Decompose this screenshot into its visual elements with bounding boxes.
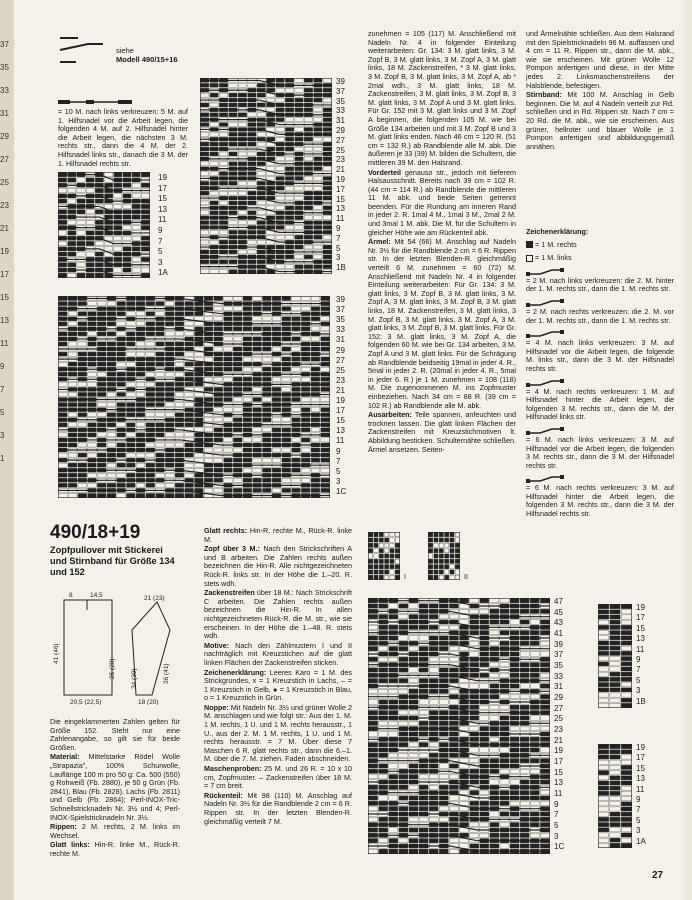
chart-row-number: 15 (636, 623, 645, 633)
chart-row-number: 5 (636, 675, 641, 685)
chart-row-number: 37 (336, 305, 345, 315)
embroidery-chart-I-label: I (404, 574, 406, 581)
chart-row-number: 21 (336, 385, 345, 395)
chart-row-number: 1C (554, 842, 565, 852)
chart-row-number: 13 (636, 634, 645, 644)
purl-stitch-symbol (526, 255, 533, 262)
paragraph-heading: Rückenteil: (204, 790, 243, 800)
paragraph (50, 718, 180, 752)
chart-row-number: 1B (636, 696, 646, 706)
legend-item (526, 299, 674, 325)
schematic-label-e: 25 (28) (109, 658, 116, 679)
paragraph (204, 589, 352, 641)
chart-row-number: 1A (636, 836, 646, 846)
edge-row-number: 37 (0, 40, 9, 49)
legend-item (526, 254, 674, 263)
chart-row-number: 11 (158, 215, 167, 225)
chart-row-number: 5 (336, 243, 341, 253)
schematic-label-b: 14,5 (90, 592, 103, 599)
paragraph (526, 91, 674, 151)
chart-row-number: 33 (554, 671, 563, 681)
chart-row-number: 7 (336, 233, 341, 243)
paragraph (204, 527, 352, 544)
edge-row-number: 3 (0, 431, 5, 440)
chart-row-number: 9 (554, 799, 559, 809)
chart-row-number: 9 (158, 226, 163, 235)
schematic-label-g: 36 (41) (163, 663, 170, 684)
chart-row-number: 23 (554, 725, 563, 734)
chart-row-number: 43 (554, 618, 563, 628)
chart-row-number: 37 (554, 650, 563, 660)
chart-row-number: 7 (636, 805, 641, 815)
chart-row-number: 31 (336, 335, 345, 345)
chart-row-number: 27 (336, 135, 345, 145)
chart-D-row-numbers (554, 598, 574, 858)
chart-row-number: 9 (636, 655, 641, 664)
legend-item (526, 427, 674, 470)
edge-row-number: 25 (0, 178, 9, 187)
chart-row-number: 29 (554, 693, 563, 702)
chart-row-number: 5 (636, 815, 641, 825)
edge-row-number: 15 (0, 293, 9, 302)
paragraph (368, 411, 516, 454)
instructions-column-middle (368, 30, 516, 455)
chart-C-row-numbers (336, 296, 356, 502)
chart-F-row-numbers (636, 744, 656, 848)
paragraph-heading: Ausarbeiten: (368, 410, 412, 420)
chart-row-number: 3 (336, 476, 341, 486)
paragraph-heading: Glatt links: (50, 840, 90, 850)
legend-text: = 6 M. nach rechts verkreuzen: 3 M. auf Hilfsnadel hinter die Arbeit legen, die folgenden 3 M. rechts str., dann die 3 M. der Hilfsnadel rechts str. (526, 483, 674, 519)
chart-row-number: 13 (336, 426, 345, 436)
chart-row-number: 3 (336, 253, 341, 263)
chart-row-number: 3 (636, 686, 641, 696)
paragraph-text: Nach den Zählmustern I und II nachträglich mit Kreuzstichen auf die glatt linken Flächen der Zackenstreifen sticken. (204, 640, 352, 667)
edge-row-number: 5 (0, 408, 5, 417)
chart-row-number: 13 (554, 778, 563, 788)
chart-row-number: 3 (636, 826, 641, 836)
chart-row-number: 21 (554, 735, 563, 745)
pattern-subtitle: Zopfpullover mit Stickerei und Stirnband für Größe 134 und 152 (50, 545, 175, 577)
paragraph-text: und Ärmelnähte schließen. Aus dem Halsrand mit den Spielstricknadeln 96 M. auffassen und 4 cm = 11 R. Rippen str., dann die M. abk., wie sie erscheinen. Mit grüner Wolle 12 Pompon anfertigen und diese, in der Mitte jedes 2. Linksmaschenstreifens der Halsblende, befestigen. (526, 29, 674, 90)
chart-row-number: 9 (336, 224, 341, 233)
chart-row-number: 31 (554, 682, 563, 692)
chart-row-number: 5 (336, 466, 341, 476)
chart-row-number: 9 (636, 795, 641, 804)
chart-row-number: 7 (554, 810, 559, 820)
chart-B-row-numbers (336, 78, 356, 278)
legend-text: = 2 M. nach rechts verkreuzen: die 2. M. vor der 1. M. rechts str., dann die 1. M. rechts str. (526, 306, 674, 325)
left-page-edge (0, 0, 14, 900)
paragraph-text: Mit Nadeln Nr. 3½ und grüner Wolle 2 M. anschlagen und wie folgt str.: Aus der 1. M. 1 M. rechts, 1 U. und 1 M. rechts herausstr., 1 U., aus der 2. M. 1 M. rechts, 1 U. und 1 M. rechts herausstr. = 7 M. Über diese 7 Maschen 6 R. glatt rechts str., dann die 6.–1. M. über die 7. M. ziehen. Faden abschneiden. (204, 702, 352, 764)
knit-stitch-symbol (526, 241, 533, 248)
chart-row-number: 33 (336, 106, 345, 116)
chart-row-number: 15 (336, 416, 345, 426)
edge-row-number: 29 (0, 132, 9, 141)
legend-title: Zeichenerklärung: (526, 227, 589, 236)
chart-row-number: 5 (158, 247, 163, 257)
chart-row-number: 11 (636, 644, 645, 654)
chart-row-number: 17 (336, 406, 345, 416)
chart-row-number: 11 (336, 436, 345, 446)
chart-row-number: 39 (336, 295, 345, 304)
paragraph-heading: Vorderteil (368, 167, 402, 177)
chart-row-number: 17 (336, 184, 345, 194)
chart-row-number: 19 (336, 175, 345, 184)
instructions-column-bottom (204, 527, 352, 827)
chart-row-number: 17 (636, 753, 645, 763)
chart-row-number: 13 (158, 204, 167, 214)
legend-item (526, 268, 674, 294)
chart-row-number: 25 (336, 365, 345, 375)
chart-row-number: 47 (554, 597, 563, 606)
paragraph-heading: Zeichenerklärung: (204, 667, 267, 677)
chart-row-number: 11 (554, 789, 563, 798)
paragraph-text: zunehmen = 105 (117) M. Anschließend mit Nadeln Nr. 4 in folgender Einteilung weiterarbeiten: Gr. 134: 3 M. glatt links, 3 M. Zopf B, 3 M. glatt links, 3 M. Zopf A, 3 M. glatt links, 18 M. Zackenstreifen, * 3 M. glatt links, 3 M. Zopf B, 3 M. glatt links, 3 M. Zopf A, ab * 2mal wdh., 3 M. glatt links, 18 M. Zackenstreifen, 3 M. glatt links, 3 M. Zopf B, 3 M. glatt links, 3 M. Zopf A und 3 M. glatt links. Für Gr. 152 mit 3 M. glatt links und 3 M. Zopf A beginnen, die folgenden 105 M. wie bei Größe 134 arbeiten und mit 3 M. Zopf B und 3 M. glatt links enden. Nach 46 cm = 120 R. (51 cm = 132 R.) ab Randblende alle M. abk. Die äußeren je 33 (39) M. bilden die Schultern, die mittleren 39 M. den Halsrand. (368, 29, 516, 167)
paragraph-text: Die eingeklammerten Zahlen gelten für Größe 152. Steht nur eine Zahlenangabe, so gilt sie für beide Größen. (50, 717, 180, 752)
paragraph-text: Hin-R. rechte M., Rück-R. linke M. (204, 526, 352, 544)
paragraph-text: genauso str., jedoch mit tieferem Halsausschnitt. Bereits nach 39 cm = 102 R. (44 cm = 114 R.) ab Randblende die mittleren 11 M. abk. und beide Seiten getrennt beenden. Für die Rundung am inneren Rand in jeder 2. R. 1mal 4 M., 1mal 3 M., 2mal 2 M. und 3mal 1 M. abk. Die M. für die Schultern in gleicher Höhe wie am Rückenteil abk. (368, 167, 516, 237)
paragraph-heading: Zopf über 3 M.: (204, 544, 260, 554)
edge-row-number: 19 (0, 247, 9, 256)
edge-row-number: 9 (0, 362, 5, 371)
paragraph-heading: Material: (50, 752, 80, 762)
chart-row-number: 29 (336, 345, 345, 355)
legend-item (526, 475, 674, 518)
chart-row-number: 7 (336, 456, 341, 466)
knitting-chart-E (598, 604, 632, 708)
chart-row-number: 37 (336, 86, 345, 96)
chart-row-number: 21 (336, 165, 345, 175)
schematic-label-h: 20,5 (22,5) (70, 699, 102, 705)
edge-row-number: 7 (0, 385, 5, 394)
edge-row-number: 23 (0, 201, 9, 210)
legend-item (526, 330, 674, 373)
paragraph-text: 2 M. rechts, 2 M. links im Wechsel. (50, 822, 180, 840)
edge-row-number: 17 (0, 270, 9, 279)
schematic-label-f: 34 (39) (131, 668, 138, 689)
chart-row-number: 15 (336, 194, 345, 204)
chart-row-number: 15 (636, 763, 645, 773)
paragraph-text: Nach den Strickschriften A und B arbeiten. Die Zahlen rechts außen bezeichnen die Hin-R. Alle nichtgezeichneten Rück-R. links str. In der Höhe die 1.–20. R. stets wdh. (204, 544, 352, 588)
symbol-legend (526, 228, 674, 524)
chart-row-number: 23 (336, 375, 345, 385)
legend-text: = 1 M. links (535, 253, 572, 263)
chart-row-number: 25 (554, 714, 563, 724)
paragraph-heading: Noppe: (204, 702, 229, 712)
paragraph-heading: Rippen: (50, 822, 77, 832)
cable-10m-instruction: = 10 M. nach links verkreuzen: 5 M. auf 1. Hilfsnadel vor die Arbeit legen, die folgenden 4 M. auf 2. Hilfsnadel hinter die Arbeit legen, die nächsten 3 M. rechts str., dann die 4 M. der 2. Hilfsnadel links str., danach die 3 M. der 1. Hilfsnadel rechts str. (58, 107, 188, 168)
edge-row-number: 1 (0, 454, 5, 463)
chart-row-number: 5 (554, 821, 559, 830)
embroidery-chart-I (368, 532, 400, 580)
garment-schematic (52, 590, 182, 705)
paragraph (204, 792, 352, 826)
chart-row-number: 13 (336, 204, 345, 214)
paragraph (50, 841, 180, 858)
chart-row-number: 41 (554, 629, 563, 638)
edge-row-number: 33 (0, 86, 9, 95)
schematic-label-d: 41 (46) (53, 643, 60, 664)
chart-row-number: 7 (636, 665, 641, 675)
pattern-title: 490/18+19 (50, 522, 141, 543)
paragraph-text: über 18 M.: Nach Strickschrift C arbeiten. Die Zahlen rechts außen bezeichnen die Hin-R. In allen nichtgezeichneten Rück-R. die M. str., wie sie erscheinen. In der Höhe die 1.–48. R. stets wdh. (204, 588, 352, 641)
chart-row-number: 35 (336, 96, 345, 106)
knitting-chart-A (58, 172, 150, 278)
chart-row-number: 45 (554, 607, 563, 617)
chart-row-number: 19 (554, 746, 563, 756)
paragraph-text: Leeres Karo = 1 M. des Strickgrundes, x = 1 Kreuzstich in Lachs, – = 1 Kreuzstich in Gelb, ● = 1 Kreuzstich in Blau, o = 1 Kreuzstich in Grün. (204, 667, 352, 703)
paragraph-text: Mit 100 M. Anschlag in Gelb beginnen. Die M. auf 4 Nadeln verteilt zur Rd. schließen und in Rd. Rippen str. Nach 7 cm = 20 Rd. die M. abk., wie sie erscheinen. Aus grüner, hellroter und blauer Wolle je 1 Pompon anfertigen und abbildungsgemäß annähen. (526, 90, 674, 151)
chart-row-number: 11 (336, 214, 345, 224)
paragraph (50, 753, 180, 822)
paragraph (50, 823, 180, 840)
materials-column (50, 718, 180, 860)
embroidery-chart-II-label: II (464, 574, 468, 581)
chart-row-number: 19 (636, 743, 645, 752)
chart-row-number: 29 (336, 126, 345, 135)
chart-row-number: 9 (336, 446, 341, 456)
legend-item (526, 241, 674, 250)
paragraph (204, 545, 352, 588)
paragraph-text: Teile spannen, anfeuchten und trocknen lassen. Die glatt linken Flächen der Zackenstreifen mit Kreuzstichmotiven lt. Abbildung besticken. Schulternähte schließen. Ärmel ansetzen. Seiten- (368, 410, 516, 454)
knitting-chart-B (200, 78, 332, 274)
chart-E-row-numbers (636, 604, 656, 708)
edge-row-number: 35 (0, 63, 9, 72)
chart-A-row-numbers (158, 174, 178, 280)
chart-row-number: 35 (336, 315, 345, 325)
paragraph-heading: Glatt rechts: (204, 526, 248, 535)
chart-row-number: 25 (336, 145, 345, 155)
chart-row-number: 39 (336, 77, 345, 86)
chart-row-number: 3 (554, 831, 559, 841)
chart-row-number: 15 (554, 767, 563, 777)
legend-text: = 6 M. nach links verkreuzen: 3 M. auf Hilfsnadel vor die Arbeit legen, die folgenden 3 M. rechts str., dann die 3 M. der Hilfsnadel rechts str. (526, 434, 674, 470)
legend-item (526, 379, 674, 422)
legend-text: = 2 M. nach links verkreuzen: die 2. M. hinter der 1. M. rechts str., dann die 1. M. rechts str. (526, 275, 674, 294)
paragraph-heading: Motive: (204, 640, 230, 650)
edge-row-number: 21 (0, 224, 9, 233)
chart-row-number: 13 (636, 774, 645, 784)
paragraph (368, 30, 516, 168)
chart-row-number: 19 (158, 173, 167, 182)
page-number: 27 (652, 870, 664, 881)
paragraph (204, 669, 352, 703)
paragraph-text: 25 M. und 26 R. = 10 x 10 cm, Zopfmuster. – Zackenstreifen über 18 M. = 7 cm breit. (204, 764, 352, 791)
paragraph (204, 642, 352, 668)
knitting-chart-F (598, 744, 632, 848)
legend-text: = 1 M. rechts (535, 239, 577, 249)
edge-row-number: 13 (0, 316, 9, 325)
paragraph-heading: Stirnband: (526, 90, 562, 100)
chart-row-number: 17 (158, 183, 167, 193)
paragraph (204, 704, 352, 764)
paragraph (526, 30, 674, 90)
knitting-chart-C (58, 296, 330, 498)
schematic-label-i: 18 (20) (138, 699, 159, 705)
chart-row-number: 15 (158, 194, 167, 204)
knitting-chart-D (368, 598, 550, 854)
instructions-column-right (526, 30, 674, 152)
chart-row-number: 31 (336, 116, 345, 126)
cable-symbol-decor (58, 30, 113, 75)
paragraph-heading: Ärmel: (368, 237, 391, 247)
embroidery-chart-II (428, 532, 460, 580)
edge-row-number: 27 (0, 155, 9, 164)
chart-row-number: 7 (158, 236, 163, 246)
chart-row-number: 23 (336, 155, 345, 165)
chart-row-number: 27 (554, 703, 563, 713)
chart-row-number: 33 (336, 325, 345, 335)
paragraph-heading: Maschenproben: (204, 764, 262, 774)
chart-row-number: 3 (158, 257, 163, 267)
paragraph-text: Mit 54 (66) M. Anschlag auf Nadeln Nr. 3½ für die Randblende 2 cm = 6 R. Rippen str. In der letzten Blenden-R. gleichmäßig verteilt 6 M. zunehmen = 60 (72) M. Anschließend mit Nadeln Nr. 4 in folgender Einteilung weiterarbeiten: Für Gr. 134: 3 M. glatt links, 3 M. Zopf B, 3 M. glatt links, 3 M. Zopf A, 3 M. glatt links, 3 M. Zopf B, 3 M. glatt links, 18 M. Zackenstreifen, 3 M. glatt links, 3 M. Zopf B, 3 M. glatt links, 3 M. Zopf A, 3 M. glatt links, 3 M. Zopf B, 3 M. glatt links. Für Gr. 152: 3 M. glatt links, 3 M. Zopf A, die folgenden 60 M. wie bei Gr. 134 arbeiten, 3 M. Zopf A und 3 M. glatt links. Für die Schrägung ab Randblende beidseitig 19mal in jeder 4. R., 5mal in jeder 2. R. (20mal in jeder 4. R., 5mal in jeder 6. R.) je 1 M. zunehmen = 108 (118) M. Die zugenommenen M. ins Zopfmuster einbeziehen. Nach 34 cm = 88 R. (39 cm = 102 R.) ab Randblende alle M. abk. (368, 237, 516, 410)
paragraph-text: Mittelstarke Rödel Wolle „Strapazia", 100% Schurwolle, Lauflänge 100 m pro 50 g: Ca. 500 (550) g Rohweiß (Fb. 2880), je 50 g Grün (Fb. 2841), Blau (Fb. 2828), Lachs (Fb. 2811) und Gelb (Fb. 2864); Perl-INOX-Tric-Schnellstricknadeln Nr. 3½ und 4; Perl-INOX-Spielstricknadeln Nr. 3½. (50, 752, 180, 822)
legend-text: = 4 M. nach links verkreuzen: 3 M. auf Hilfsnadel vor die Arbeit legen, die folgende M. links str., dann die 3 M. der Hilfsnadel rechts str. (526, 338, 674, 373)
paragraph (368, 169, 516, 238)
legend-text: = 4 M. nach rechts verkreuzen: 1 M. auf Hilfsnadel hinter die Arbeit legen, die folgenden 3 M. rechts str., dann die M. der Hilfsnadel links str. (526, 386, 674, 422)
edge-row-number: 11 (0, 339, 9, 348)
schematic-label-c: 21 (23) (144, 595, 165, 602)
chart-row-number: 27 (336, 355, 345, 365)
paragraph-text: Hin-R. linke M., Rück-R. rechte M. (50, 840, 180, 858)
chart-row-number: 19 (336, 396, 345, 405)
chart-row-number: 17 (636, 613, 645, 623)
paragraph (204, 765, 352, 791)
chart-row-number: 11 (636, 784, 645, 794)
chart-row-number: 1B (336, 263, 346, 273)
chart-row-number: 19 (636, 603, 645, 612)
chart-row-number: 39 (554, 639, 563, 649)
paragraph-heading: Zackenstreifen (204, 588, 255, 598)
model-reference: siehe Modell 490/15+16 (116, 46, 178, 64)
edge-row-number: 31 (0, 109, 9, 118)
chart-row-number: 1A (158, 268, 168, 278)
chart-row-number: 1C (336, 486, 347, 496)
chart-row-number: 35 (554, 661, 563, 670)
schematic-label-a: 8 (69, 592, 73, 599)
paragraph-text: Mit 98 (110) M. Anschlag auf Nadeln Nr. 3½ für die Randblende 2 cm = 6 R. Rippen str. In der letzten Blenden-R. gleichmäßig verteilt 7 M. (204, 790, 352, 826)
chart-row-number: 17 (554, 757, 563, 766)
paragraph (368, 238, 516, 410)
